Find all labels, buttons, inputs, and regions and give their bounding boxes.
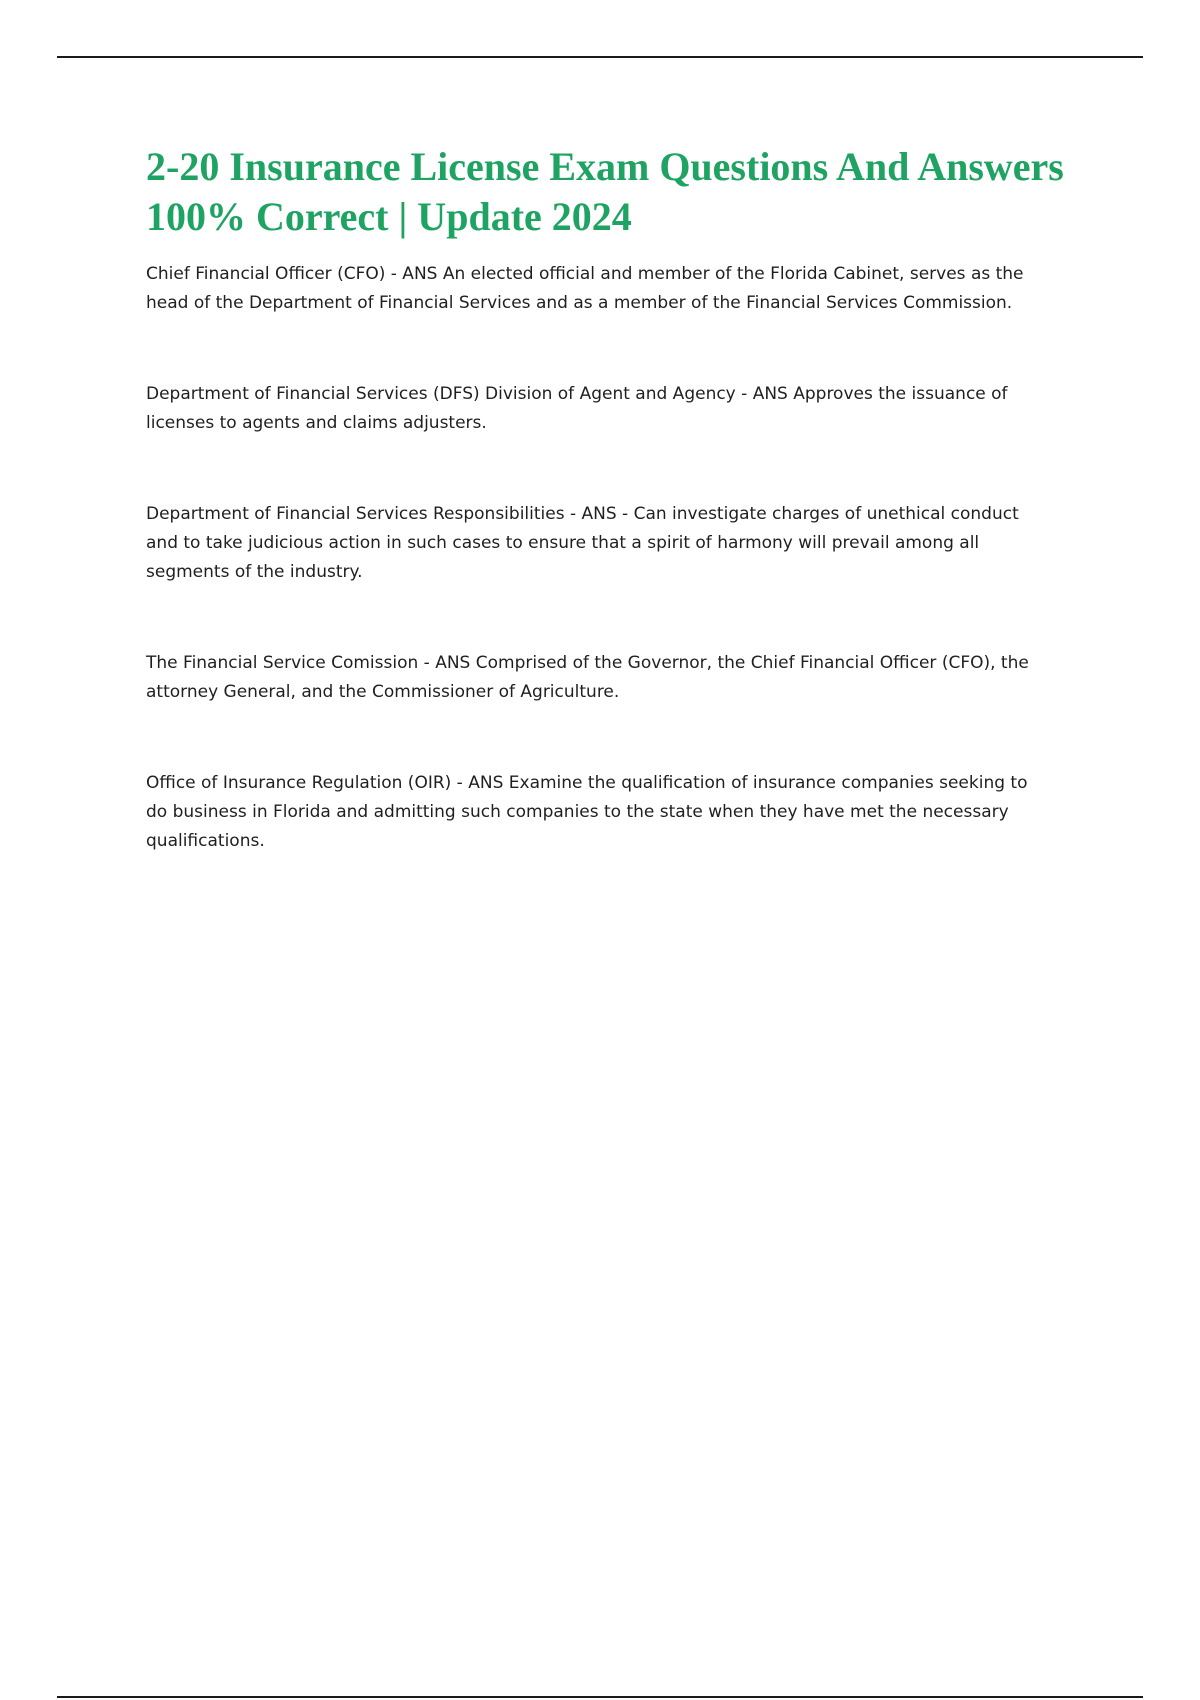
- entry-line: Department of Financial Services (DFS) Division of Agent and Agency - ANS Approves the issuance of: [146, 384, 1008, 404]
- entry-line: licenses to agents and claims adjusters.: [146, 413, 487, 433]
- entry-line: and to take judicious action in such cases to ensure that a spirit of harmony will prevail among all: [146, 533, 980, 553]
- document-body: [146, 142, 1086, 856]
- entry-line: Department of Financial Services Responsibilities - ANS - Can investigate charges of unethical conduct: [146, 504, 1019, 524]
- entry-line: do business in Florida and admitting such companies to the state when they have met the necessary: [146, 802, 1009, 822]
- qa-entry-dfs-division: [146, 380, 1086, 438]
- document-title: [146, 142, 1086, 242]
- qa-entry-financial-service-commission: [146, 649, 1086, 707]
- qa-entry-dfs-responsibilities: [146, 500, 1086, 587]
- qa-entry-oir: [146, 769, 1086, 856]
- title-line-2: 100% Correct | Update 2024: [146, 194, 632, 239]
- entry-line: The Financial Service Comission - ANS Comprised of the Governor, the Chief Financial Officer (CFO), the: [146, 653, 1029, 673]
- entry-line: segments of the industry.: [146, 562, 363, 582]
- entry-line: Office of Insurance Regulation (OIR) - ANS Examine the qualification of insurance companies seeking to: [146, 773, 1028, 793]
- entry-line: attorney General, and the Commissioner of Agriculture.: [146, 682, 620, 702]
- title-line-1: 2-20 Insurance License Exam Questions And Answers: [146, 144, 1064, 189]
- entry-line: qualifications.: [146, 831, 265, 851]
- header-rule: [57, 56, 1143, 58]
- footer-rule: [57, 1696, 1143, 1698]
- entry-line: Chief Financial Officer (CFO) - ANS An elected official and member of the Florida Cabinet, serves as the: [146, 264, 1024, 284]
- entry-line: head of the Department of Financial Services and as a member of the Financial Services Commission.: [146, 293, 1013, 313]
- qa-entry-cfo: [146, 260, 1086, 318]
